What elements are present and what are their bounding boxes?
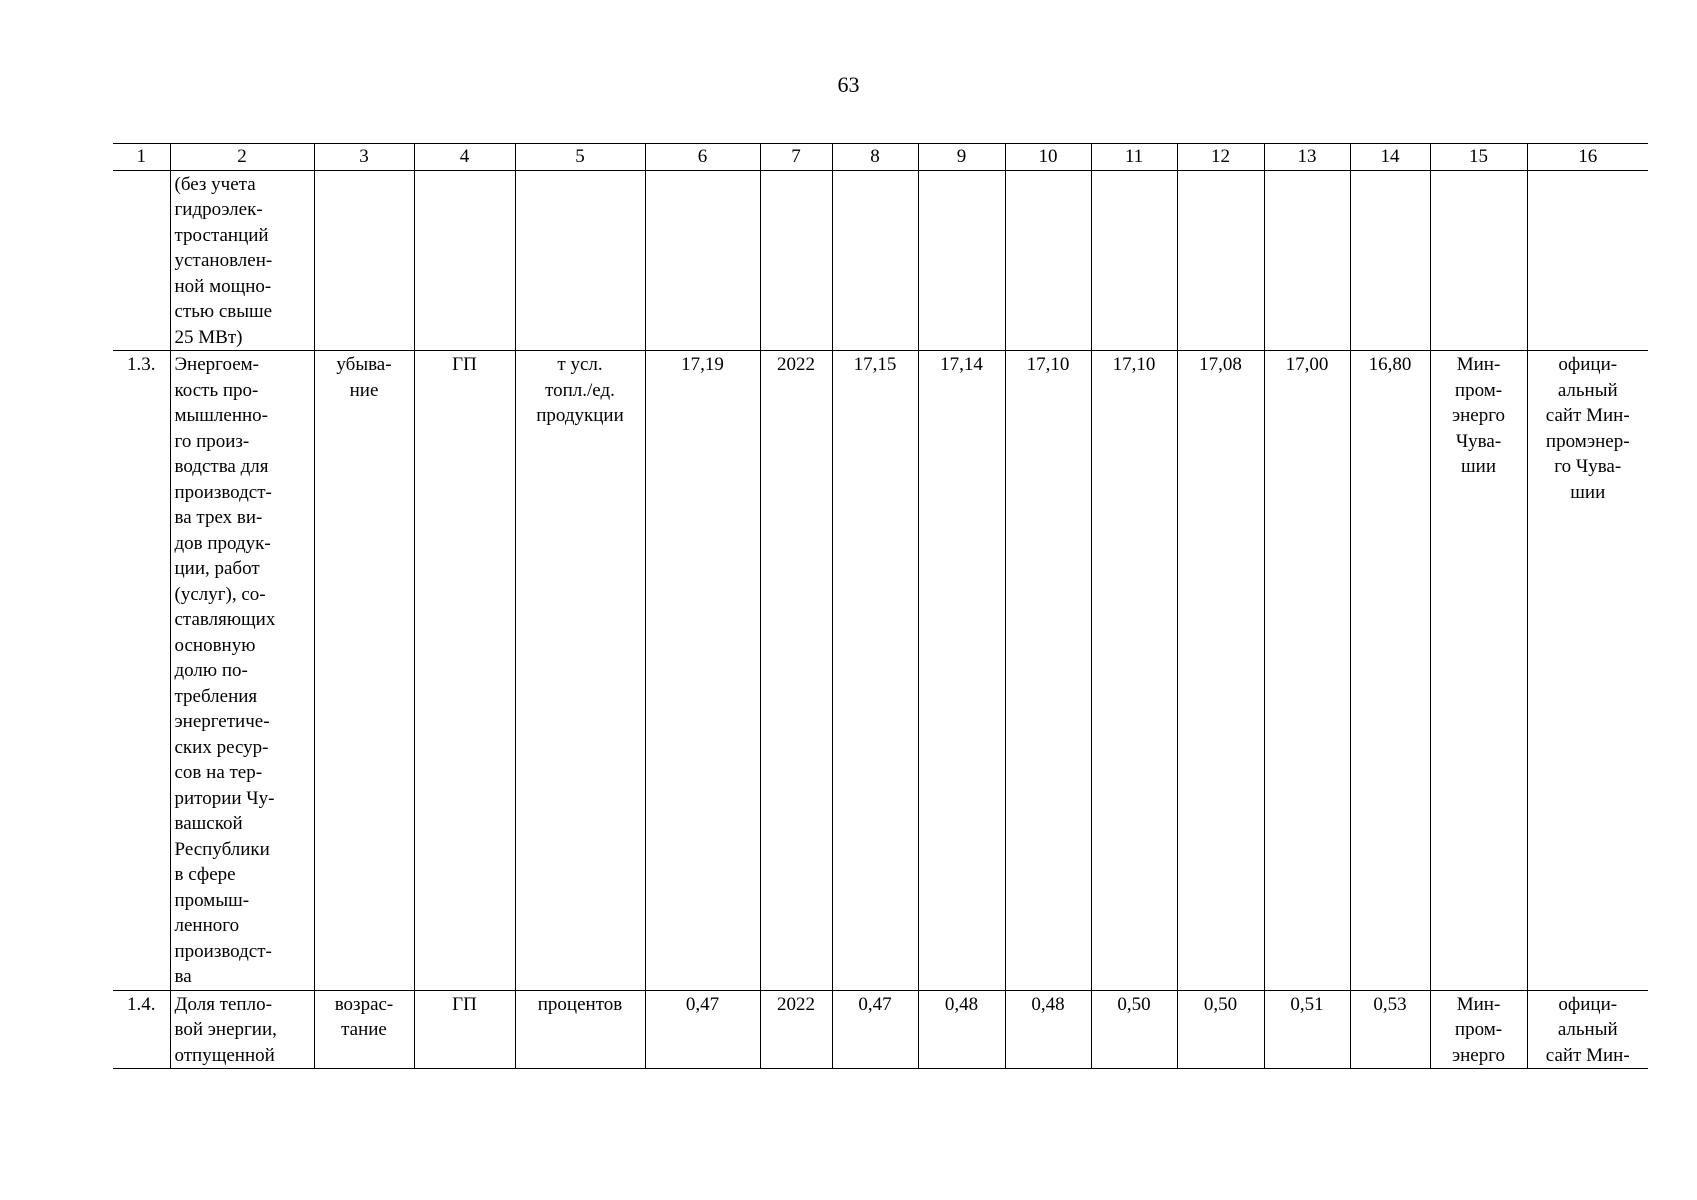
- table-header-row: [113, 144, 1648, 171]
- base-year-cell: 2022: [760, 990, 832, 1069]
- value-cell: 0,50: [1177, 990, 1264, 1069]
- value-cell: 17,10: [1091, 351, 1177, 991]
- page-number: 63: [837, 72, 860, 97]
- cell-text-line: промыш-: [174, 889, 250, 911]
- cell-text-line: офици-: [1558, 354, 1618, 375]
- column-header: 7: [760, 144, 832, 171]
- column-header: 1: [113, 144, 170, 171]
- cell-text-line: возрас-: [334, 993, 394, 1015]
- cell-text-line: пром-: [1454, 379, 1503, 401]
- base-value-cell: 17,19: [645, 351, 760, 991]
- cell-text-line: топл./ед.: [545, 379, 615, 401]
- value-cell: 0,48: [1005, 990, 1091, 1069]
- column-header: 12: [1177, 144, 1264, 171]
- cell-text-line: гидроэлек-: [174, 199, 263, 220]
- table-row-continuation: [113, 170, 1648, 351]
- column-header: 3: [314, 144, 414, 171]
- cell-text-line: водства для: [174, 456, 269, 477]
- table-row: [113, 990, 1648, 1069]
- cell-text-line: ной мощно-: [174, 275, 272, 297]
- cell-text-line: в сфере: [174, 864, 236, 885]
- column-header: 15: [1430, 144, 1527, 171]
- value-cell: 0,47: [832, 990, 918, 1069]
- cell: [1091, 170, 1177, 351]
- cell-text-line: мышленно-: [174, 405, 268, 426]
- column-header: 8: [832, 144, 918, 171]
- unit-cell: [515, 990, 645, 1069]
- indicator-name-cell: [170, 170, 314, 351]
- value-cell: 17,00: [1264, 351, 1350, 991]
- cell-text-line: убыва-: [336, 354, 392, 375]
- column-header: 14: [1350, 144, 1430, 171]
- value-cell: 0,51: [1264, 990, 1350, 1069]
- cell-text-line: производст-: [174, 940, 272, 962]
- value-cell: 17,15: [832, 351, 918, 991]
- cell-text-line: долю по-: [174, 660, 248, 681]
- row-number: 1.3.: [113, 351, 170, 991]
- cell-text-line: (услуг), со-: [174, 583, 266, 605]
- cell-text-line: вой энергии,: [174, 1019, 277, 1040]
- column-header: 16: [1527, 144, 1648, 171]
- cell: [515, 170, 645, 351]
- column-header: 10: [1005, 144, 1091, 171]
- cell-text-line: энергетиче-: [174, 711, 270, 732]
- value-cell: 17,08: [1177, 351, 1264, 991]
- cell-text-line: установлен-: [174, 250, 273, 271]
- cell-text-line: ние: [349, 379, 379, 401]
- cell-text-line: тростанций: [174, 224, 269, 246]
- cell-text-line: шии: [1570, 481, 1606, 503]
- cell: [760, 170, 832, 351]
- column-header: 5: [515, 144, 645, 171]
- value-cell: 17,14: [918, 351, 1005, 991]
- trend-cell: [314, 351, 414, 991]
- column-header: 2: [170, 144, 314, 171]
- source-cell: [1527, 990, 1648, 1069]
- unit-cell: [515, 351, 645, 991]
- cell-text-line: офици-: [1558, 993, 1618, 1015]
- cell-text-line: вашской: [174, 813, 243, 834]
- cell-text-line: ских ресур-: [174, 736, 269, 758]
- cell-text-line: ва трех ви-: [174, 507, 263, 528]
- responsible-cell: [1430, 990, 1527, 1069]
- cell-text-line: (без учета: [174, 173, 256, 195]
- indicator-name-cell: [170, 351, 314, 991]
- cell-text-line: требления: [174, 685, 258, 707]
- value-cell: 0,48: [918, 990, 1005, 1069]
- responsible-cell: [1430, 351, 1527, 991]
- cell-text-line: сайт Мин-: [1545, 1044, 1630, 1066]
- cell-text-line: го произ-: [174, 430, 250, 452]
- table-row: [113, 351, 1648, 991]
- cell-text-line: продукции: [536, 405, 624, 426]
- cell: [1527, 170, 1648, 351]
- cell: [1264, 170, 1350, 351]
- cell-text-line: шии: [1461, 456, 1496, 477]
- cell-text-line: тание: [341, 1019, 387, 1040]
- cell-text-line: сайт Мин-: [1545, 405, 1630, 426]
- cell-text-line: производст-: [174, 481, 272, 503]
- cell: [1005, 170, 1091, 351]
- cell: [414, 170, 515, 351]
- cell-text-line: ритории Чу-: [174, 787, 275, 809]
- cell-text-line: кость про-: [174, 379, 259, 401]
- cell-text-line: сов на тер-: [174, 762, 263, 783]
- cell-text-line: пром-: [1454, 1019, 1503, 1040]
- column-header: 6: [645, 144, 760, 171]
- indicator-table: [113, 143, 1648, 1069]
- cell-text-line: Энергоем-: [174, 354, 259, 375]
- cell-text-line: основную: [174, 634, 256, 656]
- column-header: 9: [918, 144, 1005, 171]
- cell-text-line: энерго: [1451, 1044, 1506, 1066]
- row-number: 1.4.: [113, 990, 170, 1069]
- cell-text-line: ленного: [174, 915, 240, 936]
- value-cell: 0,53: [1350, 990, 1430, 1069]
- cell-text-line: энерго: [1451, 405, 1506, 426]
- trend-cell: [314, 990, 414, 1069]
- indicator-name-cell: [170, 990, 314, 1069]
- cell: [113, 170, 170, 351]
- cell-text-line: стью свыше: [174, 301, 273, 322]
- cell: [314, 170, 414, 351]
- cell-text-line: Мин-: [1456, 354, 1501, 375]
- cell: [1177, 170, 1264, 351]
- cell-text-line: ции, работ: [174, 558, 260, 579]
- cell: [1350, 170, 1430, 351]
- cell-text-line: Чува-: [1455, 430, 1502, 452]
- cell-text-line: дов продук-: [174, 532, 271, 554]
- cell: [1430, 170, 1527, 351]
- cell-text-line: ва: [174, 966, 192, 987]
- cell: [832, 170, 918, 351]
- cell-text-line: Мин-: [1456, 993, 1501, 1015]
- value-cell: 17,10: [1005, 351, 1091, 991]
- column-header: 4: [414, 144, 515, 171]
- cell: [918, 170, 1005, 351]
- cell-text-line: процентов: [537, 993, 623, 1015]
- cell-text-line: т усл.: [557, 354, 603, 375]
- cell-text-line: ставляющих: [174, 609, 276, 630]
- cell-text-line: промэнер-: [1545, 430, 1630, 452]
- cell-text-line: го Чува-: [1554, 456, 1622, 477]
- column-header: 13: [1264, 144, 1350, 171]
- cell: [645, 170, 760, 351]
- value-cell: 16,80: [1350, 351, 1430, 991]
- column-header: 11: [1091, 144, 1177, 171]
- level-cell: ГП: [414, 351, 515, 991]
- value-cell: 0,50: [1091, 990, 1177, 1069]
- base-year-cell: 2022: [760, 351, 832, 991]
- cell-text-line: отпущенной: [174, 1044, 275, 1066]
- cell-text-line: Республики: [174, 838, 270, 860]
- cell-text-line: Доля тепло-: [174, 993, 272, 1015]
- base-value-cell: 0,47: [645, 990, 760, 1069]
- level-cell: ГП: [414, 990, 515, 1069]
- cell-text-line: альный: [1557, 1019, 1618, 1040]
- source-cell: [1527, 351, 1648, 991]
- cell-text-line: 25 МВт): [174, 326, 243, 348]
- cell-text-line: альный: [1557, 379, 1618, 401]
